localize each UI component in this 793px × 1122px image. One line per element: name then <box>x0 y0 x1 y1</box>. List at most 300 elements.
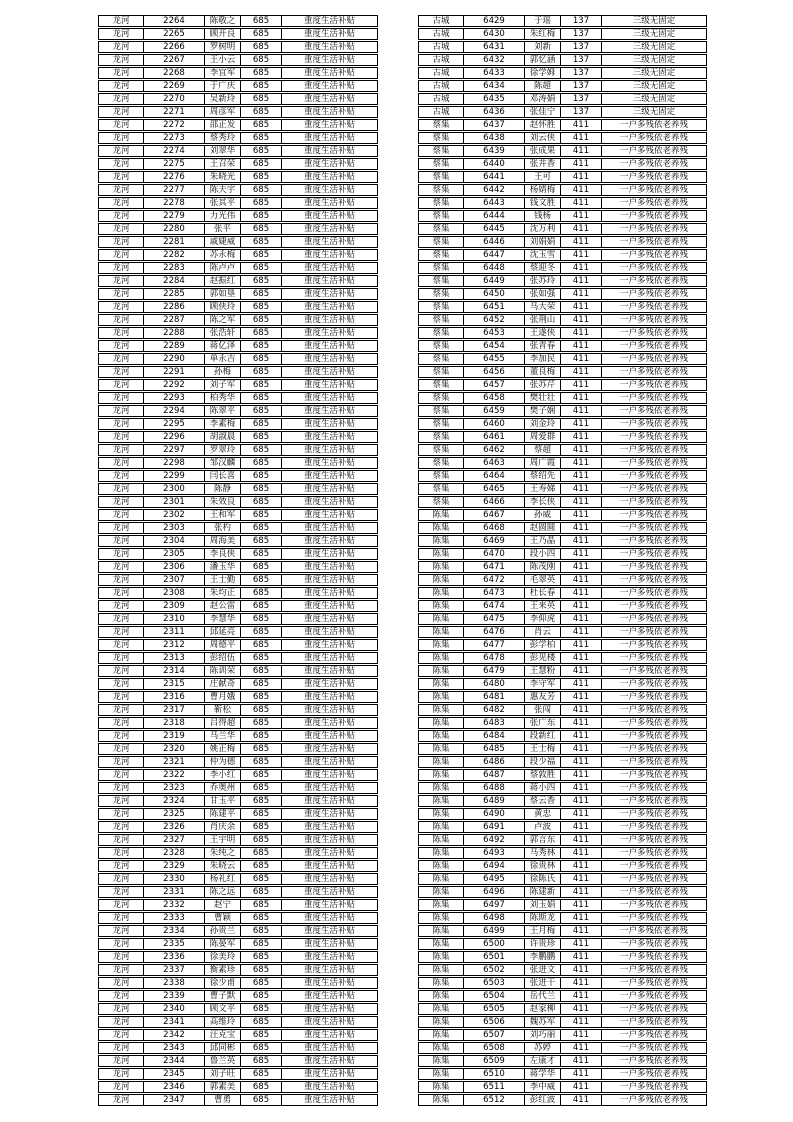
table-row <box>418 1081 707 1093</box>
table-row <box>98 717 378 729</box>
cell-category: 重度生活补贴 <box>303 653 355 663</box>
cell-name: 朱纯之 <box>209 848 236 858</box>
cell-amount: 685 <box>240 861 282 871</box>
cell-name: 钱文胜 <box>529 198 556 208</box>
cell-town: 蔡集 <box>432 497 450 507</box>
cell-category: 一户多残依老养残 <box>619 575 688 585</box>
table-row <box>418 262 707 274</box>
cell-amount: 685 <box>240 1095 282 1105</box>
cell-name: 于广庆 <box>209 81 236 91</box>
cell-amount: 685 <box>240 172 282 182</box>
cell-serial: 6506 <box>463 1017 525 1027</box>
cell-town: 龙河 <box>112 679 130 689</box>
cell-serial: 2302 <box>143 510 205 520</box>
cell-amount: 685 <box>240 328 282 338</box>
cell-amount: 411 <box>560 718 602 728</box>
cell-category: 重度生活补贴 <box>303 107 355 117</box>
table-row <box>98 1055 378 1067</box>
cell-serial: 2338 <box>143 978 205 988</box>
cell-serial: 6473 <box>463 588 525 598</box>
cell-serial: 6451 <box>463 302 525 312</box>
table-row <box>418 197 707 209</box>
cell-amount: 411 <box>560 1043 602 1053</box>
cell-town: 陈集 <box>432 991 450 1001</box>
table-row <box>418 990 707 1002</box>
table-row <box>418 145 707 157</box>
cell-category: 重度生活补贴 <box>303 705 355 715</box>
cell-category: 一户多残依老养残 <box>619 1095 688 1105</box>
cell-amount: 411 <box>560 315 602 325</box>
cell-serial: 2326 <box>143 822 205 832</box>
cell-serial: 2288 <box>143 328 205 338</box>
cell-town: 龙河 <box>112 809 130 819</box>
cell-name: 庄献奇 <box>209 679 236 689</box>
cell-amount: 685 <box>240 523 282 533</box>
cell-amount: 685 <box>240 250 282 260</box>
table-row <box>418 470 707 482</box>
cell-category: 重度生活补贴 <box>303 432 355 442</box>
cell-amount: 685 <box>240 198 282 208</box>
cell-amount: 685 <box>240 406 282 416</box>
cell-town: 龙河 <box>112 16 130 26</box>
cell-category: 重度生活补贴 <box>303 991 355 1001</box>
cell-town: 蔡集 <box>432 172 450 182</box>
cell-amount: 685 <box>240 926 282 936</box>
cell-category: 重度生活补贴 <box>303 770 355 780</box>
table-row <box>98 808 378 820</box>
cell-amount: 685 <box>240 1017 282 1027</box>
cell-name: 张荆山 <box>529 315 556 325</box>
cell-serial: 6446 <box>463 237 525 247</box>
cell-amount: 411 <box>560 588 602 598</box>
cell-serial: 6476 <box>463 627 525 637</box>
cell-town: 陈集 <box>432 1095 450 1105</box>
cell-name: 樊壮壮 <box>529 393 556 403</box>
cell-name: 张杓 <box>213 523 231 533</box>
table-row <box>98 145 378 157</box>
cell-name: 王小云 <box>209 55 236 65</box>
table-row <box>418 678 707 690</box>
cell-town: 龙河 <box>112 211 130 221</box>
cell-name: 衡素珍 <box>209 965 236 975</box>
cell-amount: 411 <box>560 211 602 221</box>
cell-serial: 6454 <box>463 341 525 351</box>
cell-amount: 411 <box>560 146 602 156</box>
cell-serial: 2335 <box>143 939 205 949</box>
cell-serial: 2332 <box>143 900 205 910</box>
cell-category: 重度生活补贴 <box>303 55 355 65</box>
table-row <box>98 847 378 859</box>
table-row <box>98 587 378 599</box>
cell-category: 一户多残依老养残 <box>619 1069 688 1079</box>
cell-category: 一户多残依老养残 <box>619 705 688 715</box>
cell-name: 顾侠玲 <box>209 302 236 312</box>
cell-town: 龙河 <box>112 120 130 130</box>
table-row <box>98 197 378 209</box>
cell-town: 陈集 <box>432 835 450 845</box>
cell-serial: 6434 <box>463 81 525 91</box>
cell-town: 龙河 <box>112 1004 130 1014</box>
cell-category: 一户多残依老养残 <box>619 562 688 572</box>
cell-serial: 2322 <box>143 770 205 780</box>
cell-name: 蒋亿泽 <box>209 341 236 351</box>
cell-name: 朱晓光 <box>209 172 236 182</box>
cell-amount: 685 <box>240 991 282 1001</box>
cell-amount: 411 <box>560 744 602 754</box>
table-row <box>418 496 707 508</box>
cell-category: 重度生活补贴 <box>303 354 355 364</box>
cell-serial: 6490 <box>463 809 525 819</box>
cell-amount: 685 <box>240 666 282 676</box>
cell-category: 一户多残依老养残 <box>619 289 688 299</box>
cell-serial: 6461 <box>463 432 525 442</box>
cell-name: 赵怀胜 <box>529 120 556 130</box>
cell-serial: 2304 <box>143 536 205 546</box>
cell-town: 龙河 <box>112 445 130 455</box>
cell-category: 重度生活补贴 <box>303 523 355 533</box>
cell-serial: 6498 <box>463 913 525 923</box>
cell-category: 一户多残依老养残 <box>619 848 688 858</box>
cell-category: 重度生活补贴 <box>303 29 355 39</box>
cell-category: 重度生活补贴 <box>303 198 355 208</box>
cell-serial: 6488 <box>463 783 525 793</box>
cell-serial: 2267 <box>143 55 205 65</box>
cell-town: 蔡集 <box>432 432 450 442</box>
cell-category: 一户多残依老养残 <box>619 263 688 273</box>
cell-amount: 685 <box>240 601 282 611</box>
cell-amount: 685 <box>240 731 282 741</box>
cell-category: 一户多残依老养残 <box>619 601 688 611</box>
cell-amount: 411 <box>560 289 602 299</box>
cell-serial: 2303 <box>143 523 205 533</box>
cell-amount: 411 <box>560 692 602 702</box>
table-row <box>418 834 707 846</box>
cell-category: 一户多残依老养残 <box>619 224 688 234</box>
cell-town: 龙河 <box>112 367 130 377</box>
cell-name: 周爱群 <box>529 432 556 442</box>
cell-amount: 411 <box>560 237 602 247</box>
cell-name: 潘玉华 <box>209 562 236 572</box>
cell-serial: 6430 <box>463 29 525 39</box>
table-row <box>418 379 707 391</box>
table-row <box>98 236 378 248</box>
cell-name: 曹子默 <box>209 991 236 1001</box>
cell-category: 三级无固定 <box>632 94 676 104</box>
cell-town: 龙河 <box>112 978 130 988</box>
table-row <box>98 470 378 482</box>
cell-amount: 685 <box>240 107 282 117</box>
cell-town: 龙河 <box>112 705 130 715</box>
cell-category: 重度生活补贴 <box>303 445 355 455</box>
cell-name: 顾开良 <box>209 29 236 39</box>
cell-amount: 411 <box>560 887 602 897</box>
cell-town: 龙河 <box>112 627 130 637</box>
cell-serial: 2342 <box>143 1030 205 1040</box>
cell-town: 龙河 <box>112 133 130 143</box>
cell-town: 陈集 <box>432 575 450 585</box>
cell-town: 蔡集 <box>432 302 450 312</box>
table-row <box>98 665 378 677</box>
cell-amount: 685 <box>240 289 282 299</box>
cell-amount: 411 <box>560 861 602 871</box>
cell-town: 陈集 <box>432 783 450 793</box>
cell-serial: 6452 <box>463 315 525 325</box>
cell-amount: 411 <box>560 978 602 988</box>
cell-amount: 685 <box>240 1056 282 1066</box>
cell-name: 彭绍伍 <box>209 653 236 663</box>
cell-serial: 2305 <box>143 549 205 559</box>
cell-amount: 411 <box>560 341 602 351</box>
cell-amount: 685 <box>240 757 282 767</box>
cell-serial: 6497 <box>463 900 525 910</box>
table-row <box>418 210 707 222</box>
cell-amount: 685 <box>240 809 282 819</box>
cell-category: 重度生活补贴 <box>303 419 355 429</box>
cell-town: 陈集 <box>432 562 450 572</box>
cell-category: 重度生活补贴 <box>303 939 355 949</box>
cell-category: 一户多残依老养残 <box>619 237 688 247</box>
cell-amount: 411 <box>560 1017 602 1027</box>
table-row <box>98 600 378 612</box>
cell-town: 陈集 <box>432 913 450 923</box>
cell-amount: 411 <box>560 952 602 962</box>
cell-name: 柏秀华 <box>209 393 236 403</box>
cell-town: 蔡集 <box>432 224 450 234</box>
cell-name: 王可 <box>533 172 551 182</box>
cell-name: 周广霞 <box>529 458 556 468</box>
cell-name: 马兰华 <box>209 731 236 741</box>
table-row <box>98 782 378 794</box>
table-row <box>98 314 378 326</box>
cell-amount: 685 <box>240 848 282 858</box>
cell-town: 古城 <box>432 107 450 117</box>
cell-amount: 411 <box>560 1030 602 1040</box>
cell-serial: 6501 <box>463 952 525 962</box>
table-row <box>418 730 707 742</box>
cell-town: 龙河 <box>112 536 130 546</box>
table-row <box>418 717 707 729</box>
table-row <box>418 639 707 651</box>
table-row <box>418 483 707 495</box>
cell-category: 一户多残依老养残 <box>619 471 688 481</box>
cell-amount: 411 <box>560 458 602 468</box>
table-row <box>98 119 378 131</box>
cell-category: 一户多残依老养残 <box>619 796 688 806</box>
cell-name: 张广东 <box>529 718 556 728</box>
table-row <box>418 1068 707 1080</box>
cell-amount: 411 <box>560 133 602 143</box>
table-row <box>418 509 707 521</box>
cell-category: 重度生活补贴 <box>303 133 355 143</box>
cell-serial: 2340 <box>143 1004 205 1014</box>
cell-category: 重度生活补贴 <box>303 783 355 793</box>
cell-town: 陈集 <box>432 705 450 715</box>
table-row <box>98 535 378 547</box>
cell-town: 陈集 <box>432 627 450 637</box>
cell-town: 陈集 <box>432 1043 450 1053</box>
cell-name: 孙威 <box>533 510 551 520</box>
cell-name: 邓涛娟 <box>529 94 556 104</box>
cell-town: 蔡集 <box>432 250 450 260</box>
cell-serial: 2266 <box>143 42 205 52</box>
cell-category: 三级无固定 <box>632 16 676 26</box>
table-row <box>98 80 378 92</box>
cell-category: 重度生活补贴 <box>303 952 355 962</box>
cell-town: 蔡集 <box>432 458 450 468</box>
cell-name: 岳代兰 <box>529 991 556 1001</box>
cell-name: 王召荣 <box>209 159 236 169</box>
cell-serial: 2323 <box>143 783 205 793</box>
cell-town: 龙河 <box>112 796 130 806</box>
cell-town: 龙河 <box>112 549 130 559</box>
cell-amount: 411 <box>560 575 602 585</box>
cell-amount: 411 <box>560 432 602 442</box>
table-row <box>418 847 707 859</box>
cell-amount: 411 <box>560 601 602 611</box>
cell-serial: 6455 <box>463 354 525 364</box>
cell-category: 一户多残依老养残 <box>619 887 688 897</box>
cell-serial: 2293 <box>143 393 205 403</box>
table-row <box>418 548 707 560</box>
cell-serial: 6441 <box>463 172 525 182</box>
cell-town: 蔡集 <box>432 146 450 156</box>
cell-amount: 685 <box>240 237 282 247</box>
cell-category: 重度生活补贴 <box>303 1056 355 1066</box>
table-row <box>418 314 707 326</box>
cell-name: 张佳宁 <box>529 107 556 117</box>
cell-serial: 6485 <box>463 744 525 754</box>
cell-category: 一户多残依老养残 <box>619 679 688 689</box>
cell-category: 重度生活补贴 <box>303 341 355 351</box>
cell-serial: 2277 <box>143 185 205 195</box>
cell-town: 龙河 <box>112 315 130 325</box>
cell-amount: 685 <box>240 497 282 507</box>
cell-town: 龙河 <box>112 159 130 169</box>
cell-category: 重度生活补贴 <box>303 1095 355 1105</box>
cell-amount: 411 <box>560 510 602 520</box>
cell-serial: 2284 <box>143 276 205 286</box>
cell-town: 陈集 <box>432 614 450 624</box>
cell-name: 毛翠英 <box>529 575 556 585</box>
cell-name: 曹勇 <box>213 1095 231 1105</box>
cell-amount: 411 <box>560 497 602 507</box>
cell-category: 重度生活补贴 <box>303 380 355 390</box>
cell-amount: 685 <box>240 42 282 52</box>
cell-serial: 2296 <box>143 432 205 442</box>
cell-amount: 685 <box>240 796 282 806</box>
cell-category: 重度生活补贴 <box>303 549 355 559</box>
cell-town: 龙河 <box>112 81 130 91</box>
cell-amount: 685 <box>240 185 282 195</box>
table-row <box>418 327 707 339</box>
table-row <box>418 613 707 625</box>
table-row <box>98 54 378 66</box>
cell-serial: 2292 <box>143 380 205 390</box>
table-row <box>98 41 378 53</box>
cell-town: 龙河 <box>112 939 130 949</box>
cell-name: 孙梅 <box>213 367 231 377</box>
cell-serial: 2333 <box>143 913 205 923</box>
table-row <box>98 652 378 664</box>
cell-serial: 2300 <box>143 484 205 494</box>
cell-serial: 6436 <box>463 107 525 117</box>
cell-town: 古城 <box>432 16 450 26</box>
cell-amount: 411 <box>560 380 602 390</box>
cell-town: 蔡集 <box>432 406 450 416</box>
cell-amount: 685 <box>240 159 282 169</box>
table-row <box>418 106 707 118</box>
cell-category: 重度生活补贴 <box>303 1043 355 1053</box>
cell-town: 古城 <box>432 29 450 39</box>
cell-category: 重度生活补贴 <box>303 848 355 858</box>
table-row <box>418 93 707 105</box>
cell-serial: 2271 <box>143 107 205 117</box>
cell-serial: 6447 <box>463 250 525 260</box>
table-row <box>98 990 378 1002</box>
cell-town: 陈集 <box>432 679 450 689</box>
cell-category: 一户多残依老养残 <box>619 809 688 819</box>
table-row <box>418 561 707 573</box>
cell-serial: 6442 <box>463 185 525 195</box>
cell-serial: 2275 <box>143 159 205 169</box>
cell-name: 陈之军 <box>209 315 236 325</box>
cell-amount: 685 <box>240 887 282 897</box>
cell-category: 重度生活补贴 <box>303 328 355 338</box>
table-row <box>98 1016 378 1028</box>
table-row <box>98 444 378 456</box>
cell-amount: 685 <box>240 133 282 143</box>
cell-amount: 685 <box>240 1030 282 1040</box>
cell-name: 曹颖 <box>213 913 231 923</box>
cell-amount: 411 <box>560 770 602 780</box>
table-row <box>418 912 707 924</box>
table-row <box>418 171 707 183</box>
cell-serial: 6429 <box>463 16 525 26</box>
cell-amount: 411 <box>560 900 602 910</box>
cell-category: 一户多残依老养残 <box>619 653 688 663</box>
cell-name: 李加民 <box>529 354 556 364</box>
cell-town: 陈集 <box>432 744 450 754</box>
table-row <box>98 899 378 911</box>
cell-amount: 411 <box>560 419 602 429</box>
cell-category: 重度生活补贴 <box>303 159 355 169</box>
cell-town: 龙河 <box>112 172 130 182</box>
cell-serial: 6432 <box>463 55 525 65</box>
cell-category: 一户多残依老养残 <box>619 315 688 325</box>
cell-amount: 685 <box>240 224 282 234</box>
cell-category: 重度生活补贴 <box>303 211 355 221</box>
table-row <box>98 1094 378 1106</box>
cell-serial: 2319 <box>143 731 205 741</box>
cell-category: 一户多残依老养残 <box>619 354 688 364</box>
cell-town: 龙河 <box>112 289 130 299</box>
cell-serial: 2281 <box>143 237 205 247</box>
cell-name: 陈卢卢 <box>209 263 236 273</box>
cell-amount: 411 <box>560 471 602 481</box>
cell-serial: 6462 <box>463 445 525 455</box>
table-row <box>418 1094 707 1106</box>
cell-town: 蔡集 <box>432 419 450 429</box>
table-row <box>418 457 707 469</box>
cell-serial: 2310 <box>143 614 205 624</box>
cell-town: 龙河 <box>112 263 130 273</box>
cell-category: 一户多残依老养残 <box>619 991 688 1001</box>
cell-category: 一户多残依老养残 <box>619 835 688 845</box>
table-row <box>418 1042 707 1054</box>
cell-name: 李长侠 <box>529 497 556 507</box>
cell-town: 龙河 <box>112 900 130 910</box>
table-row <box>418 977 707 989</box>
